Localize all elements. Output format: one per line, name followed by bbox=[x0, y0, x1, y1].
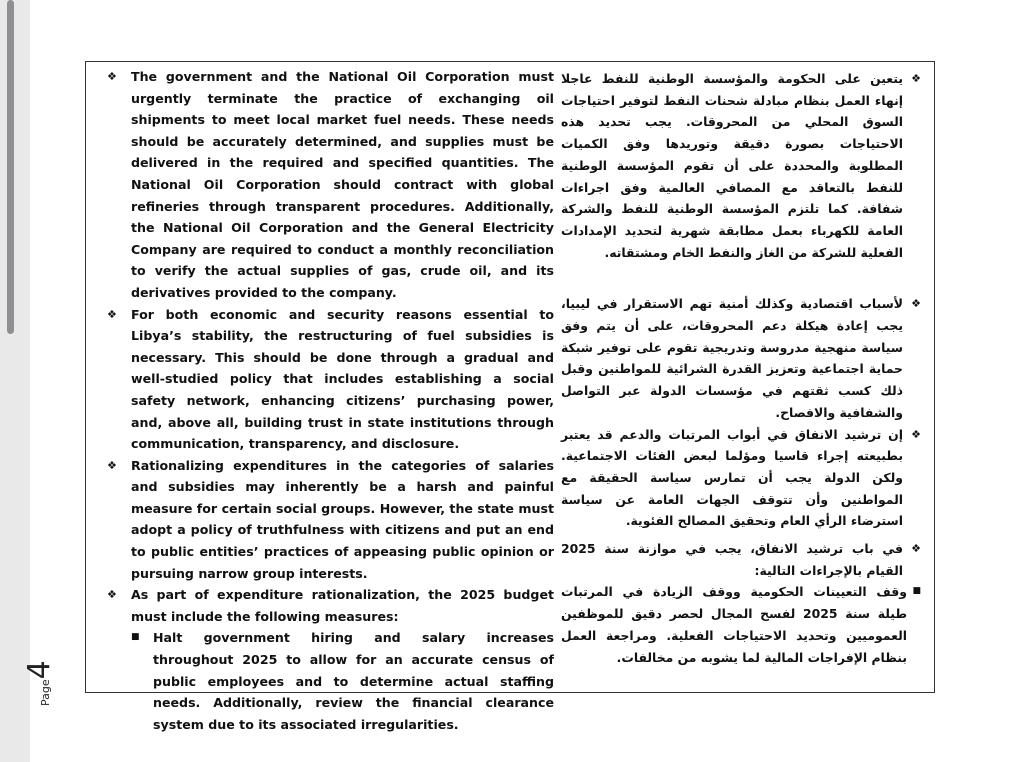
diamond-bullet-icon: ❖ bbox=[107, 70, 117, 83]
arabic-column bbox=[561, 68, 921, 668]
diamond-bullet-icon: ❖ bbox=[911, 542, 921, 556]
bullet-text: Rationalizing expenditures in the categories of salaries and subsidies may inherently be a harsh and painful measure for certain social groups. However, the state must adopt a policy of truthfulness with citizens and put an end to public entities’ practices of appeasing public opinion or pursuing narrow group interests. bbox=[131, 457, 554, 581]
diamond-bullet-icon: ❖ bbox=[911, 297, 921, 311]
scrollbar[interactable] bbox=[7, 0, 14, 334]
bullet-text: يتعين على الحكومة والمؤسسة الوطنية للنفط عاجلا إنهاء العمل بنظام مبادلة شحنات النفط لتوفير احتياجات السوق المحلي من المحروقات. يجب تحديد هذه الاحتياجات بصورة دقيقة وتوريدها وفق الكميات المطلوبة والمحددة على أن تقوم المؤسسة الوطنية للنفط بالتعاقد مع المصافي العالمية وفق اجراءات شفافة. كما تلتزم المؤسسة الوطنية للنفط والشركة العامة للكهرباء بعمل مطابقة شهرية لتحديد الإمدادات الفعلية للشركة من الغاز والنفط الخام ومشتقاته. bbox=[561, 71, 903, 260]
bullet-text: For both economic and security reasons essential to Libya’s stability, the restructuring of fuel subsidies is necessary. This should be done through a gradual and well-studied policy that includes establishing a social safety network, enhancing citizens’ purchasing power, and, above all, building trust in state institutions through communication, transparency, and disclosure. bbox=[131, 306, 554, 452]
sub-bullet-text: وقف التعيينات الحكومية ووقف الزيادة في المرتبات طيلة سنة 2025 لفسح المجال لحصر دقيق للموظفين العموميين وتحديد الاحتياجات الفعلية. ومراجعة العمل بنظام الإفراجات المالية لما يشوبه من مخالفات. bbox=[561, 584, 908, 665]
list-item bbox=[107, 66, 554, 304]
english-column bbox=[107, 66, 554, 735]
list-item bbox=[561, 424, 921, 533]
list-item bbox=[107, 455, 554, 585]
list-item bbox=[561, 68, 921, 263]
sub-list-item bbox=[561, 581, 921, 668]
page-label-word: Page bbox=[39, 679, 52, 706]
bullet-text: في باب ترشيد الانفاق، يجب في موازنة سنة 2025 القيام بالإجراءات التالية: bbox=[561, 541, 903, 578]
square-bullet-icon: ■ bbox=[131, 632, 140, 643]
list-item bbox=[107, 304, 554, 455]
list-item bbox=[561, 293, 921, 423]
list-item bbox=[561, 538, 921, 581]
bullet-text: إن ترشيد الانفاق في أبواب المرتبات والدعم قد يعتبر بطبيعته إجراء قاسيا ومؤلما لبعض الفئات الاجتماعية. ولكن الدولة يجب أن تمارس سياسة الحقيقة مع المواطنين وأن تتوقف الجهات العامة عن سياسة استرضاء الرأي العام وتحقيق المصالح الفئوية. bbox=[561, 426, 903, 529]
square-bullet-icon: ■ bbox=[912, 586, 921, 597]
bullet-text: The government and the National Oil Corporation must urgently terminate the practice of exchanging oil shipments to meet local market fuel needs. These needs should be accurately determined, and supplies must be delivered in the required and specified quantities. The National Oil Corporation should contract with global refineries through transparent procedures. Additionally, the National Oil Corporation and the General Electricity Company are required to conduct a monthly reconciliation to verify the actual supplies of gas, crude oil, and its derivatives provided to the company. bbox=[131, 69, 554, 300]
sub-bullet-text: Halt government hiring and salary increases throughout 2025 to allow for an accurate census of public employees and to determine actual staffing needs. Additionally, review the financial clearance system due to its associated irregularities. bbox=[153, 630, 554, 732]
diamond-bullet-icon: ❖ bbox=[911, 427, 921, 441]
sub-list-item bbox=[131, 627, 554, 735]
diamond-bullet-icon: ❖ bbox=[911, 72, 921, 85]
page-number: 4 bbox=[22, 660, 57, 680]
diamond-bullet-icon: ❖ bbox=[107, 458, 117, 472]
list-item bbox=[107, 584, 554, 627]
bullet-text: As part of expenditure rationalization, the 2025 budget must include the following measures: bbox=[131, 587, 554, 624]
diamond-bullet-icon: ❖ bbox=[107, 588, 117, 602]
bullet-text: لأسباب اقتصادية وكذلك أمنية تهم الاستقرار في ليبيا، يجب إعادة هيكلة دعم المحروقات، على أن يتم وفق سياسة منهجية مدروسة وتدريجية تقوم على توفير شبكة حماية اجتماعية وتعزيز القدرة الشرائية للمواطنين وقبل ذلك كسب ثقتهم في مؤسسات الدولة عبر التواصل والشفافية والافصاح. bbox=[561, 296, 903, 420]
diamond-bullet-icon: ❖ bbox=[107, 307, 117, 321]
page-label bbox=[22, 646, 62, 706]
